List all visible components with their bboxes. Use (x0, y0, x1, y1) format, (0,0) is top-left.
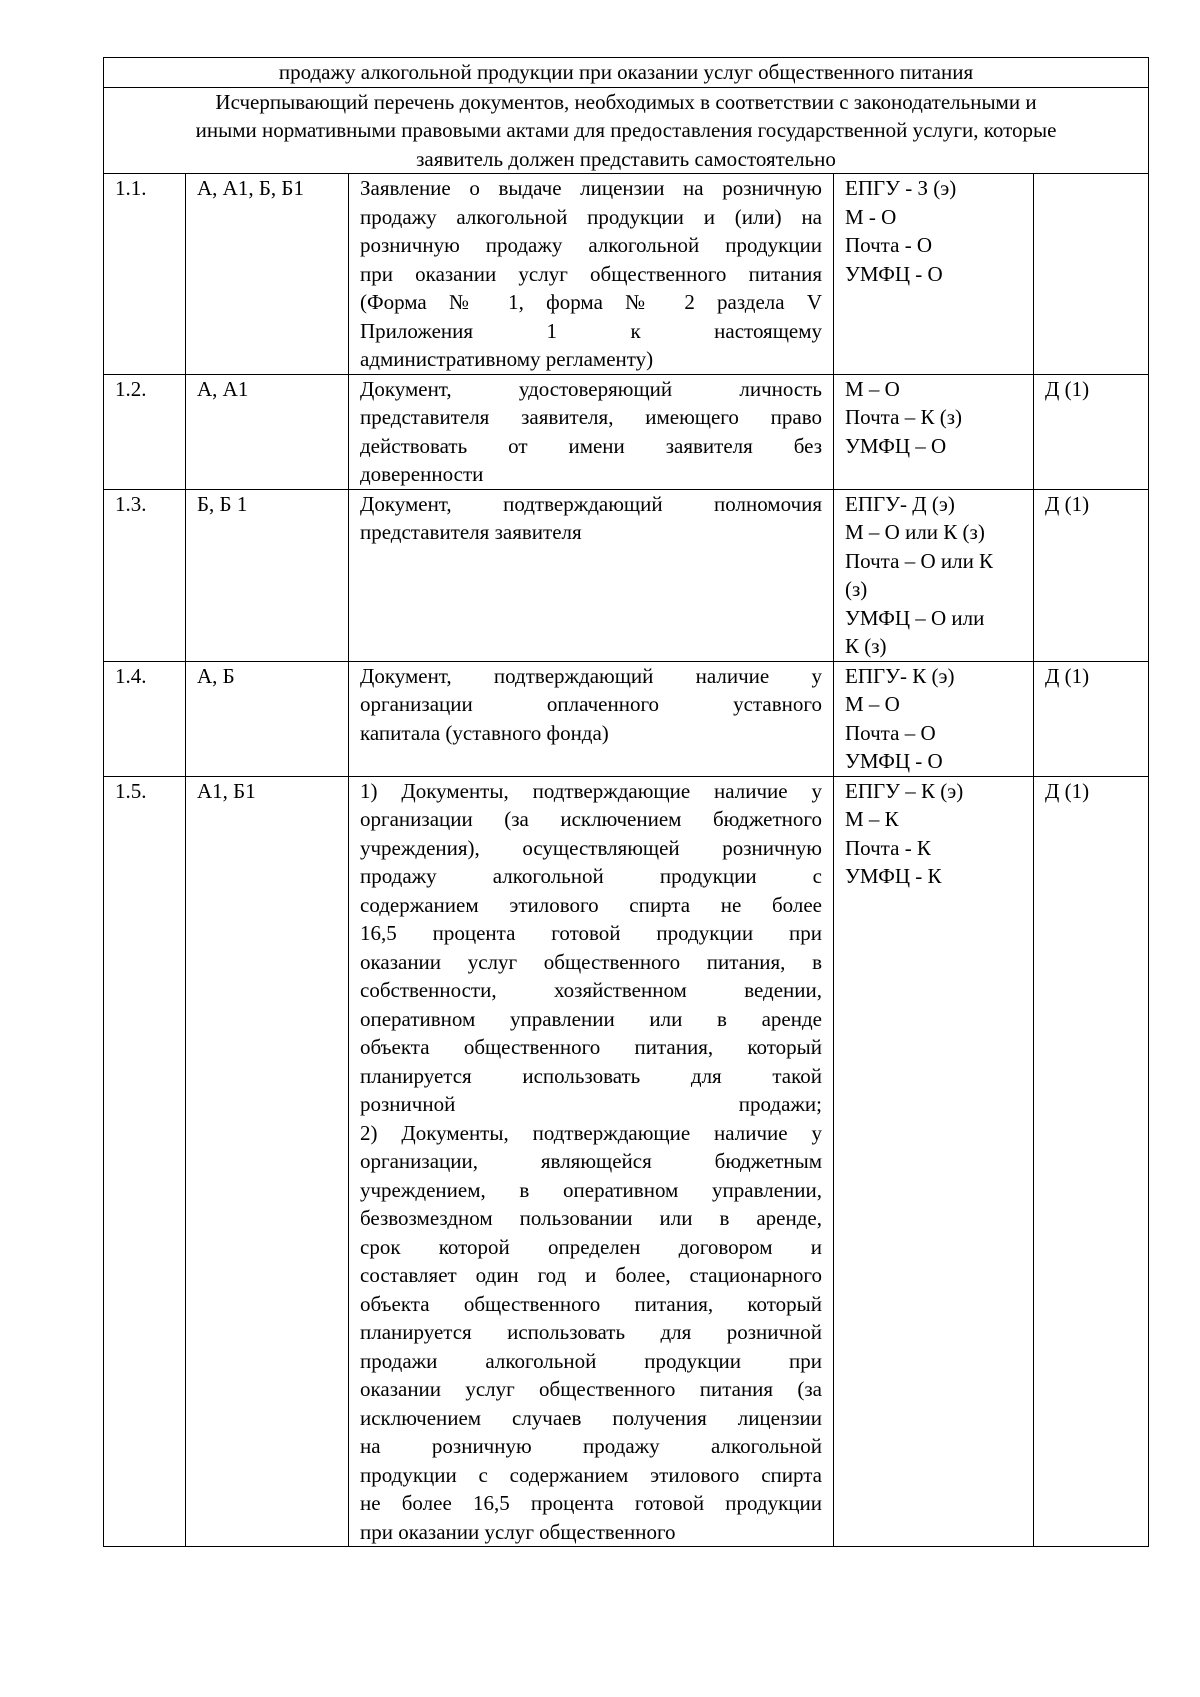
description-line: продажи алкогольной продукции при (360, 1348, 822, 1373)
description-line: организации оплаченного уставного (360, 692, 822, 716)
submission-channels-cell (834, 661, 1034, 776)
description-line: составляет один год и более, стационарного (360, 1263, 822, 1287)
row-number-cell: 1.5. (104, 776, 186, 1547)
table-row (104, 174, 1149, 375)
description-line: Документ, удостоверяющий личность (360, 376, 822, 401)
channel-line: УМФЦ - О (845, 261, 943, 286)
document-description-cell (349, 776, 834, 1547)
channel-line: УМФЦ – О или (845, 605, 985, 630)
description-line: исключением случаев получения лицензии (360, 1405, 822, 1430)
description-line: срок которой определен договором и (360, 1234, 822, 1259)
description-line: оперативном управлении или в аренде (360, 1006, 822, 1031)
description-line: объекта общественного питания, который (360, 1035, 822, 1059)
description-line: представителя заявителя, имеющего право (360, 405, 822, 429)
channel-line: Почта – К (з) (845, 405, 962, 429)
description-line: административному регламенту) (360, 347, 654, 371)
channel-line: УМФЦ – О (845, 433, 947, 458)
description-line: Документ, подтверждающий полномочия (360, 491, 822, 516)
description-line: Документ, подтверждающий наличие у (360, 663, 822, 688)
applicant-groups-cell: Б, Б 1 (186, 489, 349, 661)
description-line: (Форма № 1, форма № 2 раздела V (360, 290, 822, 314)
note-cell: Д (1) (1034, 489, 1149, 661)
description-line: Заявление о выдаче лицензии на розничную (360, 176, 822, 200)
note-cell: Д (1) (1034, 661, 1149, 776)
description-line: при оказании услуг общественного (360, 1519, 676, 1544)
description-line: розничной продажи; (360, 1092, 822, 1116)
table-row (104, 776, 1149, 1547)
row-number-cell: 1.4. (104, 661, 186, 776)
note-cell: Д (1) (1034, 374, 1149, 489)
description-line: продажу алкогольной продукции с (360, 864, 822, 888)
description-line: при оказании услуг общественного питания (360, 261, 822, 286)
description-line: не более 16,5 процента готовой продукции (360, 1491, 822, 1515)
channel-line: Почта – О (845, 720, 936, 745)
channel-line: Почта - О (845, 233, 933, 257)
description-line: 16,5 процента готовой продукции при (360, 921, 822, 945)
description-line: объекта общественного питания, который (360, 1291, 822, 1316)
channel-line: УМФЦ - О (845, 749, 943, 773)
channel-line: М - О (845, 204, 897, 229)
submission-channels-cell (834, 374, 1034, 489)
document-description-cell (349, 174, 834, 375)
description-line: капитала (уставного фонда) (360, 720, 609, 745)
channel-line: ЕПГУ – К (э) (845, 778, 964, 803)
document-description-cell (349, 489, 834, 661)
channel-line: ЕПГУ- К (э) (845, 663, 955, 688)
description-line: содержанием этилового спирта не более (360, 892, 822, 917)
channel-line: М – К (845, 807, 899, 831)
description-line: планируется использовать для розничной (360, 1320, 822, 1344)
section-heading-cell (104, 87, 1149, 174)
note-cell (1034, 174, 1149, 375)
description-line: розничную продажу алкогольной продукции (360, 233, 822, 257)
channel-line: ЕПГУ - З (э) (845, 176, 957, 200)
applicant-groups-cell: А1, Б1 (186, 776, 349, 1547)
description-line: продажу алкогольной продукции и (или) на (360, 204, 822, 229)
channel-line: (з) (845, 577, 868, 601)
channel-line: М – О (845, 692, 900, 716)
description-line: 2) Документы, подтверждающие наличие у (360, 1120, 822, 1145)
document-description-cell (349, 661, 834, 776)
description-line: безвозмездном пользовании или в аренде, (360, 1206, 822, 1230)
description-line: организации, являющейся бюджетным (360, 1149, 822, 1173)
table-row (104, 374, 1149, 489)
description-line: продукции с содержанием этилового спирта (360, 1462, 822, 1487)
description-line: на розничную продажу алкогольной (360, 1434, 822, 1458)
description-line: доверенности (360, 462, 484, 486)
channel-line: К (з) (845, 634, 887, 658)
note-cell: Д (1) (1034, 776, 1149, 1547)
row-number-cell: 1.2. (104, 374, 186, 489)
row-number-cell: 1.3. (104, 489, 186, 661)
applicant-groups-cell: А, А1, Б, Б1 (186, 174, 349, 375)
row-number-cell: 1.1. (104, 174, 186, 375)
description-line: оказании услуг общественного питания (за (360, 1377, 822, 1401)
applicant-groups-cell: А, Б (186, 661, 349, 776)
channel-line: Почта – О или К (845, 548, 994, 573)
submission-channels-cell (834, 174, 1034, 375)
section-heading-line: заявитель должен представить самостоятельно (416, 146, 836, 171)
section-heading-line: иными нормативными правовыми актами для предоставления государственной услуги, которые (195, 118, 1057, 142)
description-line: планируется использовать для такой (360, 1063, 822, 1088)
description-line: действовать от имени заявителя без (360, 433, 822, 458)
description-line: организации (за исключением бюджетного (360, 807, 822, 831)
table-header-row (104, 58, 1149, 88)
table-row (104, 489, 1149, 661)
table-section-row (104, 87, 1149, 174)
submission-channels-cell (834, 776, 1034, 1547)
channel-line: УМФЦ - К (845, 864, 942, 888)
channel-line: М – О или К (з) (845, 520, 985, 544)
description-line: учреждения), осуществляющей розничную (360, 835, 822, 860)
channel-line: ЕПГУ- Д (э) (845, 491, 955, 516)
table-row (104, 661, 1149, 776)
documents-table (103, 57, 1149, 1547)
description-line: Приложения 1 к настоящему (360, 318, 822, 343)
description-line: учреждением, в оперативном управлении, (360, 1177, 822, 1202)
channel-line: М – О (845, 376, 900, 401)
section-heading-line: Исчерпывающий перечень документов, необходимых в соответствии с законодательными и (215, 89, 1037, 114)
service-title-cell: продажу алкогольной продукции при оказании услуг общественного питания (104, 58, 1149, 88)
description-line: собственности, хозяйственном ведении, (360, 978, 822, 1002)
document-description-cell (349, 374, 834, 489)
description-line: оказании услуг общественного питания, в (360, 949, 822, 974)
submission-channels-cell (834, 489, 1034, 661)
applicant-groups-cell: А, А1 (186, 374, 349, 489)
channel-line: Почта - К (845, 835, 931, 860)
description-line: представителя заявителя (360, 520, 582, 544)
description-line: 1) Документы, подтверждающие наличие у (360, 778, 822, 803)
